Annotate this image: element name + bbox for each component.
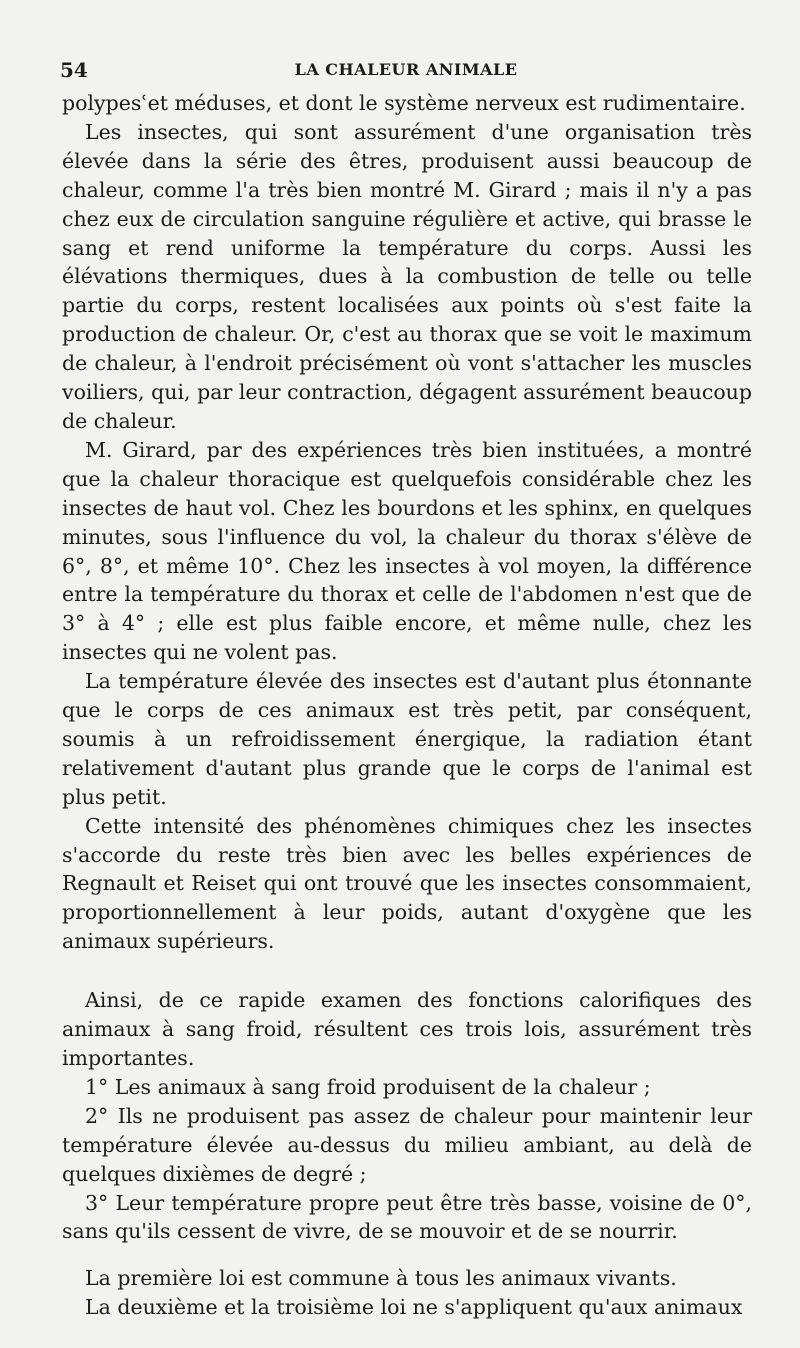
law-item: 2° Ils ne produisent pas assez de chaleur pour maintenir leur température élevée au-dessus du milieu ambiant, au delà de quelques dixièmes de degré ; bbox=[62, 1103, 752, 1186]
running-head bbox=[60, 58, 752, 88]
running-title: LA CHALEUR ANIMALE bbox=[294, 60, 518, 79]
paragraph: La température élevée des insectes est d'autant plus étonnante que le corps de ces animaux est très petit, par conséquent, soumis à un refroidissement énergique, la radiation étant relativement d'autant plus grande que le corps de l'animal est plus petit. bbox=[62, 669, 752, 809]
body-text bbox=[62, 89, 752, 1322]
paragraph: La deuxième et la troisième loi ne s'appliquent qu'aux animaux bbox=[85, 1295, 743, 1320]
paragraph: M. Girard, par des expériences très bien instituées, a montré que la chaleur thoracique est quelquefois considérable chez les insectes de haut vol. Chez les bourdons et les sphinx, en quelques minutes, sous l'influence du vol, la chaleur du thorax s'élève de 6°, 8°, et même 10°. Chez les insectes à vol moyen, la différence entre la température du thorax et celle de l'abdomen n'est que de 3° à 4° ; elle est plus faible encore, et même nulle, chez les insectes qui ne volent pas. bbox=[62, 437, 752, 665]
paragraph: Ainsi, de ce rapide examen des fonctions calorifiques des animaux à sang froid, résultent ces trois lois, assurément très importantes. bbox=[62, 988, 752, 1070]
paragraph: Cette intensité des phénomènes chimiques chez les insectes s'accorde du reste très bien avec les belles expériences de Regnault et Reiset qui ont trouvé que les insectes consommaient, proportionnellement à leur poids, autant d'oxygène que les animaux supérieurs. bbox=[62, 813, 752, 954]
law-item: 1° Les animaux à sang froid produisent de la chaleur ; bbox=[85, 1074, 651, 1099]
paragraph: polypesʿet méduses, et dont le système nerveux est rudimentaire. bbox=[62, 91, 746, 115]
section-spacer bbox=[62, 1246, 752, 1264]
paragraph: La première loi est commune à tous les animaux vivants. bbox=[85, 1266, 677, 1291]
page-number: 54 bbox=[60, 58, 88, 82]
law-item: 3° Leur température propre peut être très basse, voisine de 0°, sans qu'ils cessent de vivre, de se mouvoir et de se nourrir. bbox=[62, 1190, 752, 1244]
section-spacer bbox=[62, 956, 752, 986]
paragraph: Les insectes, qui sont assurément d'une organisation très élevée dans la série des êtres, produisent aussi beaucoup de chaleur, comme l'a très bien montré M. Girard ; mais il n'y a pas chez eux de circulation sanguine régulière et active, qui brasse le sang et rend uniforme la température du corps. Aussi les élévations thermiques, dues à la combustion de telle ou telle partie du corps, restent localisées aux points où s'est faite la production de chaleur. Or, c'est au thorax que se voit le maximum de chaleur, à l'endroit précisément où vont s'attacher les muscles voiliers, qui, par leur contraction, dégagent assurément beaucoup de chaleur. bbox=[62, 119, 752, 433]
